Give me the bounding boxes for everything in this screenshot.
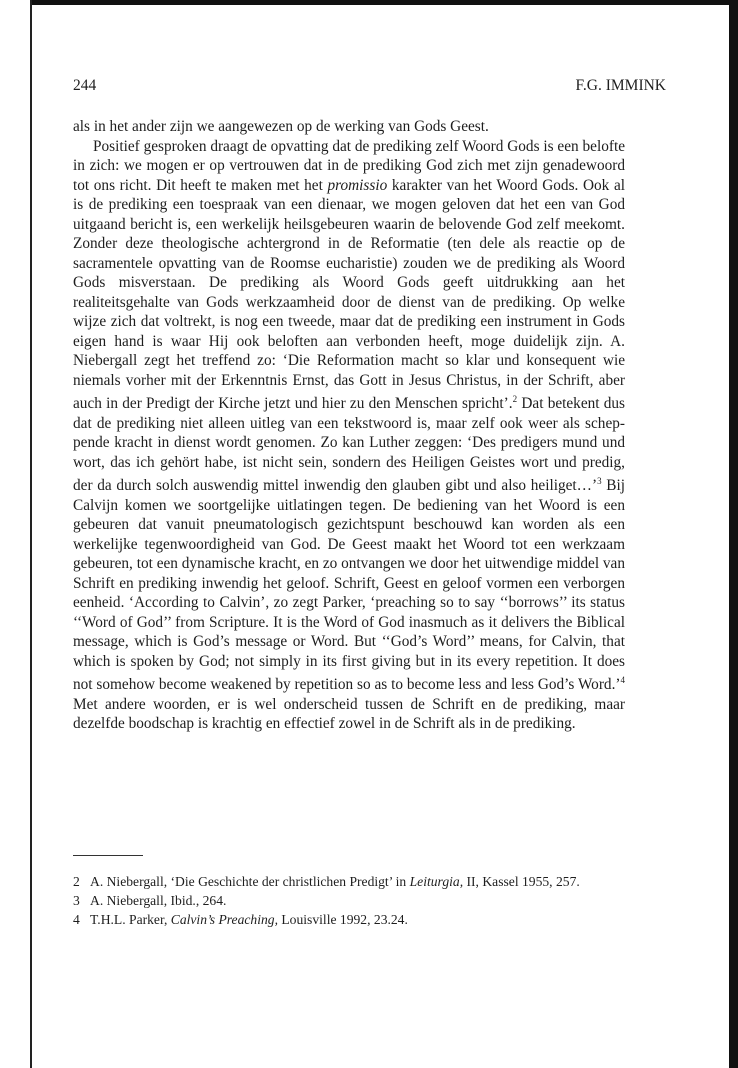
footnote-italic: Calvin’s Preaching, [170, 912, 278, 927]
running-header [73, 76, 666, 96]
footnote-ref-4: 4 [620, 675, 625, 686]
footnote-text-b: Louisville 1992, 23.24. [277, 912, 408, 927]
footnote-text-a: A. Niebergall, Ibid., 264. [90, 893, 227, 908]
paragraph-2 [73, 137, 625, 734]
footnote-ref-3: 3 [597, 476, 602, 487]
footnote-text [90, 910, 625, 929]
footnote-italic: Leiturgia, [409, 874, 464, 889]
italic-promissio: promissio [327, 176, 388, 194]
footnotes [73, 872, 625, 929]
paragraph-2-text-a: Positief gesproken draagt de opvatting dat de prediking zelf Woord Gods is een belofte in zich: we mogen er op vertrouwen dat in de prediking God zich met zijn genadewoord tot ons richt. Dit heeft te maken met het [73, 137, 625, 194]
main-text [73, 117, 625, 734]
footnote-number: 4 [73, 912, 80, 927]
paragraph-2-text-d: Bij Calvijn komen we soortgelijke uitlatingen tegen. De bediening van het Woord is een gebeuren dat vanuit pneumatologisch gezichtspunt beschouwd kan worden als een werkelijke tegenwoordigheid van God. De Geest maakt het Woord tot een werkzaam gebeuren, tot een dynamische kracht, en zo ontvangen we door het uitwendige middel van Schrift en prediking inwendig het geloof. Schrift, Geest en geloof vormen een verborgen eenheid. ‘According to Calvin’, zo zegt Parker, ‘preaching so to say ‘‘borrows’’ its status ‘‘Word of God’’ from Scripture. It is the Word of God inasmuch as it delivers the Biblical message, which is God’s message or Word. But ‘‘God’s Word’’ means, for Calvin, that which is spoken by God; not simply in its first giving but in its every repetition. It does not somehow become weakened by repetition so as to become less and less God’s Word.’ [73, 477, 625, 694]
page-number: 244 [73, 77, 97, 94]
footnote-separator [73, 855, 143, 856]
paragraph-2-text-c: Dat betekent dus dat de prediking niet alleen uitleg van een tekstwoord is, maar zelf ook weer als scheppende kracht in dienst wordt genomen. Zo kan Luther zeggen: ‘Des predigers mund und wort, das ich gehört habe, ist nicht sein, sondern des Heiligen Geistes wort und predig, der da durch solch auswendig mittel inwendig den glauben gibt und also heiliget…’ [73, 395, 625, 495]
footnote-number: 3 [73, 893, 80, 908]
footnote-2 [73, 872, 625, 891]
footnote-ref-2: 2 [512, 394, 518, 404]
paragraph-2-text-b: karakter van het Woord Gods. Ook al is de prediking een toespraak van een dienaar, we mogen geloven dat het een van God uitgaand bericht is, een werkelijk heilsgebeuren waarin de belovende God zelf meekomt. Zonder deze theologische achtergrond in de Reformatie (ten dele als reactie op de sacramentele opvatting van de Roomse eucharistie) zouden we de prediking als Woord Gods misverstaan. De prediking als Woord Gods geeft uitdrukking aan het realiteitsgehalte van Gods werkzaamheid door de dienst van de prediking. Op welke wijze zich dat voltrekt, is nog een tweede, maar dat de prediking een instrument in Gods eigen hand is waar Hij ook beloften aan verbonden heeft, moge duidelijk zijn. A. Niebergall zegt het treffend zo: ‘Die Reformation macht so klar und konsequent wie niemals vorher mit der Erkenntnis Ernst, das Gott in Jesus Christus, in der Schrift, aber auch in der Predigt der Kirche jetzt und hier zu den Menschen spricht’. [73, 176, 625, 413]
footnote-4 [73, 910, 625, 929]
footnote-text-a: T.H.L. Parker, [90, 912, 171, 927]
footnote-text-b: II, Kassel 1955, 257. [463, 874, 580, 889]
footnote-text [90, 891, 625, 910]
paragraph-1: als in het ander zijn we aangewezen op de werking van Gods Geest. [73, 118, 489, 135]
footnote-number: 2 [73, 874, 80, 889]
paragraph-2-text-e: Met andere woorden, er is wel onderscheid tussen de Schrift en de prediking, maar dezelfde boodschap is krachtig en effectief zowel in de Schrift als in de prediking. [73, 695, 625, 733]
running-head-author: F.G. IMMINK [575, 77, 666, 94]
footnote-text [90, 872, 625, 891]
footnote-3 [73, 891, 625, 910]
scan-border-right [729, 0, 738, 1068]
footnote-text-a: A. Niebergall, ‘Die Geschichte der christlichen Predigt’ in [90, 874, 410, 889]
